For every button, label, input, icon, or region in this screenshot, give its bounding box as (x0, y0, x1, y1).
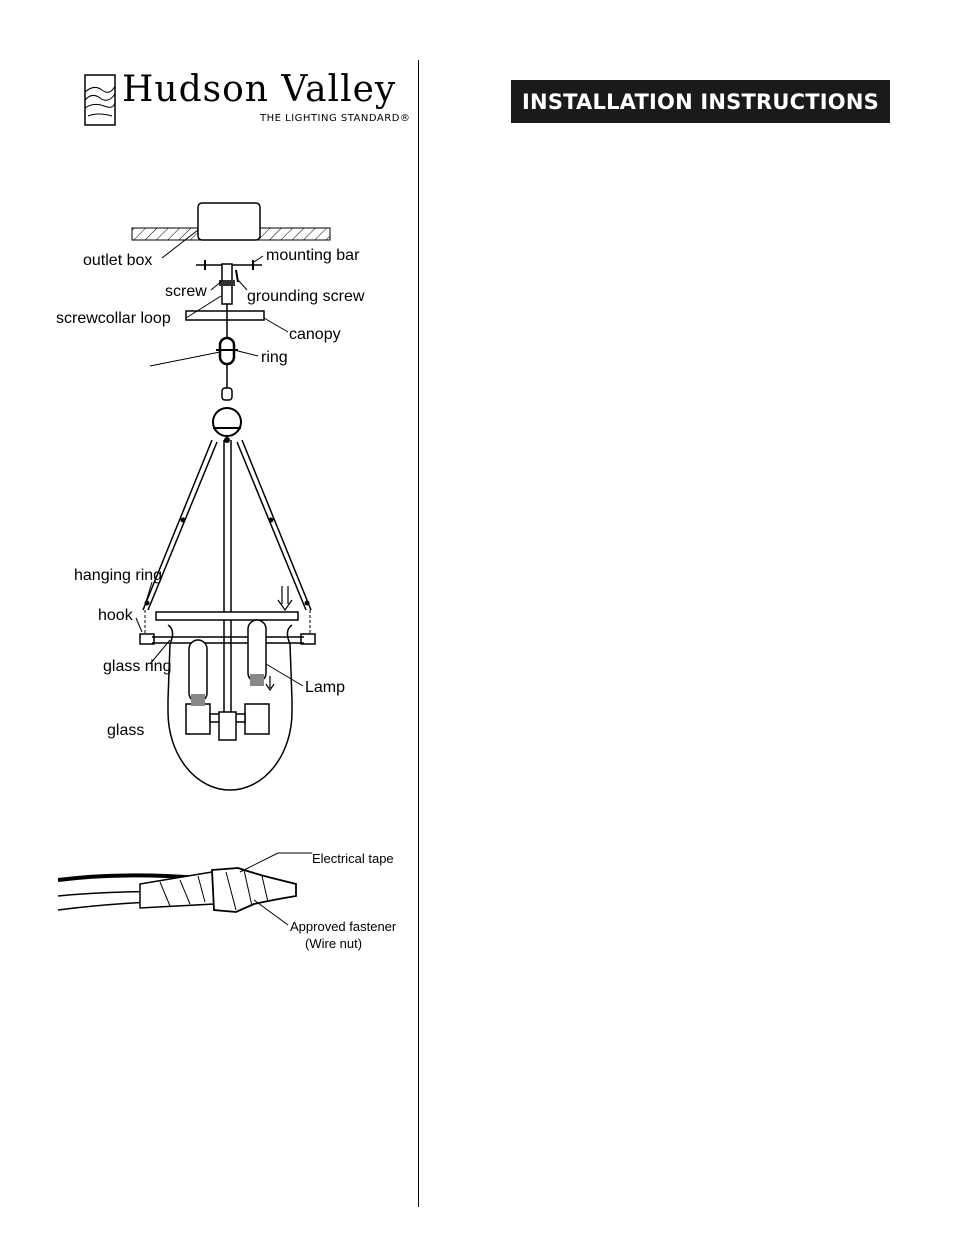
column-divider (418, 60, 419, 1207)
glass-ring-shape (152, 612, 304, 643)
outlet-box-shape (198, 203, 260, 240)
label-wire-nut: (Wire nut) (305, 936, 363, 951)
brand-tagline: THE LIGHTING STANDARD® (260, 113, 411, 124)
label-lamp: Lamp (305, 679, 346, 696)
label-glass: glass (107, 722, 145, 739)
screwcollar-stem (219, 264, 238, 304)
socket-cluster (186, 704, 269, 740)
label-grounding-screw: grounding screw (247, 288, 365, 305)
label-mounting-bar: mounting bar (266, 247, 360, 264)
label-outlet-box: outlet box (83, 252, 153, 269)
chain (222, 364, 232, 400)
label-ring: ring (261, 349, 288, 366)
lamp-left (189, 640, 207, 706)
brand-name: Hudson Valley (122, 69, 397, 110)
label-screw: screw (165, 283, 207, 300)
label-glass-ring: glass ring (103, 658, 172, 675)
label-canopy: canopy (289, 326, 341, 343)
wire-splice-diagram (58, 853, 312, 925)
label-approved-fastener: Approved fastener (290, 919, 397, 934)
ball-hub (213, 408, 241, 443)
lamp-right (248, 620, 266, 686)
label-electrical-tape: Electrical tape (312, 851, 394, 866)
label-hook: hook (98, 607, 133, 624)
label-screwcollar-loop: screwcollar loop (56, 310, 171, 327)
instructions-banner (511, 80, 890, 123)
center-rod (224, 440, 231, 712)
banner-title: INSTALLATION INSTRUCTIONS (522, 89, 879, 114)
fixture-diagram (0, 0, 418, 1235)
canopy-shape (186, 311, 264, 320)
label-hanging-ring: hanging ring (74, 567, 163, 584)
hanging-arms (143, 440, 311, 610)
